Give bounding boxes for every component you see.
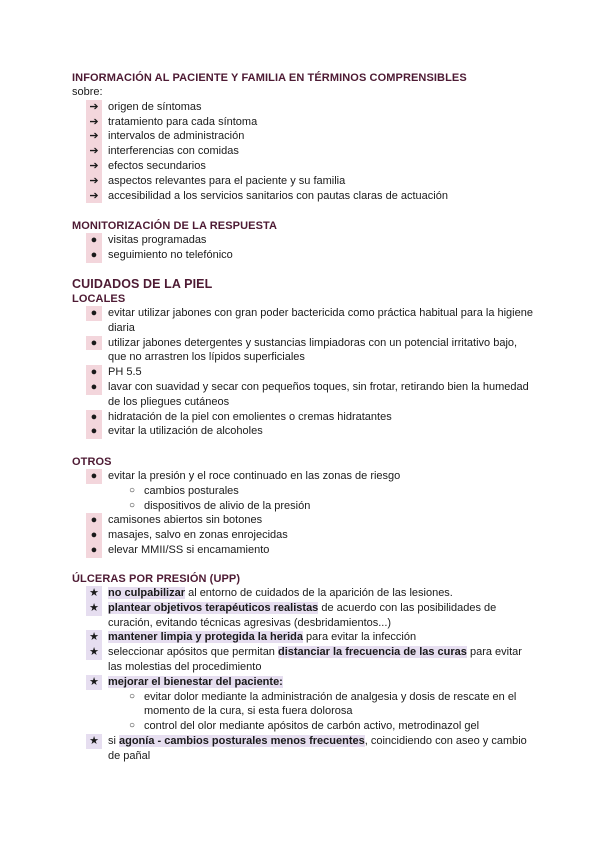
list-item: ● evitar utilizar jabones con gran poder bactericida como práctica habitual para la higiene diaria: [72, 306, 534, 336]
star-icon: ★: [86, 645, 102, 660]
arrow-icon: ➔: [86, 174, 102, 189]
arrow-icon: ➔: [86, 115, 102, 130]
star-icon: ★: [86, 601, 102, 616]
list-item: ● PH 5.5: [72, 365, 534, 380]
bullet-icon: ●: [86, 336, 102, 351]
list-item: ➔ efectos secundarios: [72, 159, 534, 174]
list-item: ● hidratación de la piel con emolientes o cremas hidratantes: [72, 410, 534, 425]
list-item: ● evitar la utilización de alcoholes: [72, 424, 534, 439]
sub-list-item: ○ evitar dolor mediante la administración de analgesia y dosis de rescate en el momento de la cura, si esta fuera dolorosa: [72, 690, 534, 720]
bullet-icon: ●: [86, 233, 102, 248]
bullet-icon: ●: [86, 306, 102, 321]
star-icon: ★: [86, 734, 102, 749]
list-item: ➔ origen de síntomas: [72, 100, 534, 115]
arrow-icon: ➔: [86, 159, 102, 174]
section-title: OTROS: [72, 456, 112, 468]
arrow-icon: ➔: [86, 189, 102, 204]
list-item: ★ si agonía - cambios posturales menos frecuentes, coincidiendo con aseo y cambio de pañal: [72, 734, 534, 764]
arrow-icon: ➔: [86, 144, 102, 159]
list-item: ★ mantener limpia y protegida la herida para evitar la infección: [72, 630, 534, 645]
circle-icon: ○: [128, 690, 136, 702]
bullet-icon: ●: [86, 424, 102, 439]
list-item: ● utilizar jabones detergentes y sustancias limpiadoras con un potencial irritativo bajo, que no arrastren los lípidos superficiales: [72, 336, 534, 366]
section-title: CUIDADOS DE LA PIEL: [72, 277, 213, 291]
sub-list-item: ○ dispositivos de alivio de la presión: [72, 499, 534, 514]
bullet-icon: ●: [86, 380, 102, 395]
list-item: ● camisones abiertos sin botones: [72, 513, 534, 528]
star-icon: ★: [86, 675, 102, 690]
list-item: ➔ aspectos relevantes para el paciente y su familia: [72, 174, 534, 189]
arrow-icon: ➔: [86, 100, 102, 115]
section-otros: [72, 455, 534, 558]
section-subtitle: LOCALES: [72, 293, 126, 305]
bullet-icon: ●: [86, 248, 102, 263]
list-item: ➔ interferencias con comidas: [72, 144, 534, 159]
sub-list-item: ○ control del olor mediante apósitos de carbón activo, metrodinazol gel: [72, 719, 534, 734]
bullet-icon: ●: [86, 365, 102, 380]
circle-icon: ○: [128, 484, 136, 496]
section-upp: [72, 572, 534, 764]
list-item: ★ mejorar el bienestar del paciente:: [72, 675, 534, 690]
list-item: ● seguimiento no telefónico: [72, 248, 534, 263]
bullet-icon: ●: [86, 528, 102, 543]
circle-icon: ○: [128, 499, 136, 511]
star-icon: ★: [86, 630, 102, 645]
bullet-icon: ●: [86, 543, 102, 558]
section-monitorizacion: [72, 219, 534, 263]
section-intro: sobre:: [72, 86, 103, 98]
sub-list-item: ○ cambios posturales: [72, 484, 534, 499]
section-informacion: [72, 71, 534, 203]
bullet-icon: ●: [86, 513, 102, 528]
list-item: ➔ tratamiento para cada síntoma: [72, 115, 534, 130]
circle-icon: ○: [128, 720, 136, 732]
section-cuidados-piel: [72, 277, 534, 439]
section-title: ÚLCERAS POR PRESIÓN (UPP): [72, 573, 241, 585]
list-item: ● visitas programadas: [72, 233, 534, 248]
list-item: ★ seleccionar apósitos que permitan distanciar la frecuencia de las curas para evitar las molestias del procedimiento: [72, 645, 534, 675]
list-item: ★ no culpabilizar al entorno de cuidados de la aparición de las lesiones.: [72, 586, 534, 601]
list-item: ● elevar MMII/SS si encamamiento: [72, 543, 534, 558]
list-item: ➔ accesibilidad a los servicios sanitarios con pautas claras de actuación: [72, 189, 534, 204]
bullet-icon: ●: [86, 410, 102, 425]
list-item: ★ plantear objetivos terapéuticos realistas de acuerdo con las posibilidades de curación, evitando técnicas agresivas (desbridamientos...): [72, 601, 534, 631]
list-item: ● masajes, salvo en zonas enrojecidas: [72, 528, 534, 543]
arrow-icon: ➔: [86, 129, 102, 144]
section-title: MONITORIZACIÓN DE LA RESPUESTA: [72, 220, 278, 232]
star-icon: ★: [86, 586, 102, 601]
bullet-icon: ●: [86, 469, 102, 484]
list-item: ● lavar con suavidad y secar con pequeños toques, sin frotar, retirando bien la humedad de los pliegues cutáneos: [72, 380, 534, 410]
list-item: ● evitar la presión y el roce continuado en las zonas de riesgo: [72, 469, 534, 484]
section-title: INFORMACIÓN AL PACIENTE Y FAMILIA EN TÉRMINOS COMPRENSIBLES: [72, 72, 467, 84]
list-item: ➔ intervalos de administración: [72, 129, 534, 144]
